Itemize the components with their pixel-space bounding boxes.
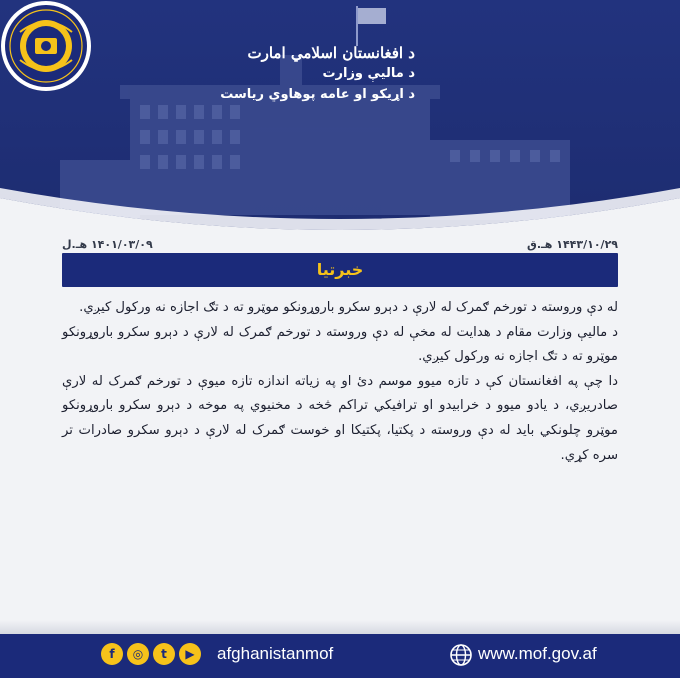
social-handle[interactable]: afghanistanmof bbox=[217, 644, 334, 663]
footer-bar bbox=[0, 634, 680, 678]
news-title: خبرتیا bbox=[316, 260, 364, 279]
ministry-name: د مالیې وزارت bbox=[322, 66, 415, 81]
building-photo-background bbox=[0, 0, 680, 240]
solar-date: ۱۴۰۱/۰۳/۰۹ هـ.ل bbox=[62, 238, 153, 251]
facebook-icon[interactable]: f bbox=[101, 643, 123, 665]
body-paragraph: له دې وروسته د تورخم ګمرک له لارې د دېرو سکرو باروړونکو موټرو ته د تګ اجازه نه ورکول کیږي. bbox=[79, 300, 618, 315]
twitter-icon[interactable]: t bbox=[153, 643, 175, 665]
ministry-seal-icon bbox=[0, 0, 92, 92]
lunar-date: ۱۴۴۳/۱۰/۲۹ هـ.ق bbox=[527, 238, 618, 251]
instagram-icon[interactable]: ◎ bbox=[127, 643, 149, 665]
organization-name: د افغانستان اسلامي امارت bbox=[247, 44, 415, 62]
youtube-icon[interactable]: ▶ bbox=[179, 643, 201, 665]
news-title-bar bbox=[62, 253, 618, 287]
social-icons bbox=[101, 643, 201, 667]
directorate-name: د اړیکو او عامه پوهاوي ریاست bbox=[220, 87, 415, 102]
header-banner bbox=[0, 0, 680, 240]
globe-icon bbox=[449, 643, 473, 667]
body-paragraph: دا چې په افغانستان کې د تازه میوو موسم دئ او په زیاته اندازه تازه میوې د تورخم ګمرک له لارې صادریږي، د یادو میوو د خرابیدو او ترافیکي تراکم څخه د مخنیوي په موخه د دېرو سکرو باروړونکو موټرو چلونکي باید له دې وروسته د پکتیا، پکتیکا او خوست ګمرک له لارې د دېرو سکرو صادرات تر سره کړي. bbox=[62, 373, 618, 463]
announcement-body bbox=[62, 296, 618, 468]
website-link[interactable]: www.mof.gov.af bbox=[478, 644, 597, 663]
body-paragraph: د مالیې وزارت مقام د هدایت له مخې له دې وروسته د تورخم ګمرک له لارې د دېرو سکرو باروړونکو موټرو ته د تګ اجازه نه ورکول کیږي. bbox=[62, 324, 618, 365]
header-titles bbox=[220, 44, 415, 102]
footer-divider bbox=[0, 620, 680, 634]
